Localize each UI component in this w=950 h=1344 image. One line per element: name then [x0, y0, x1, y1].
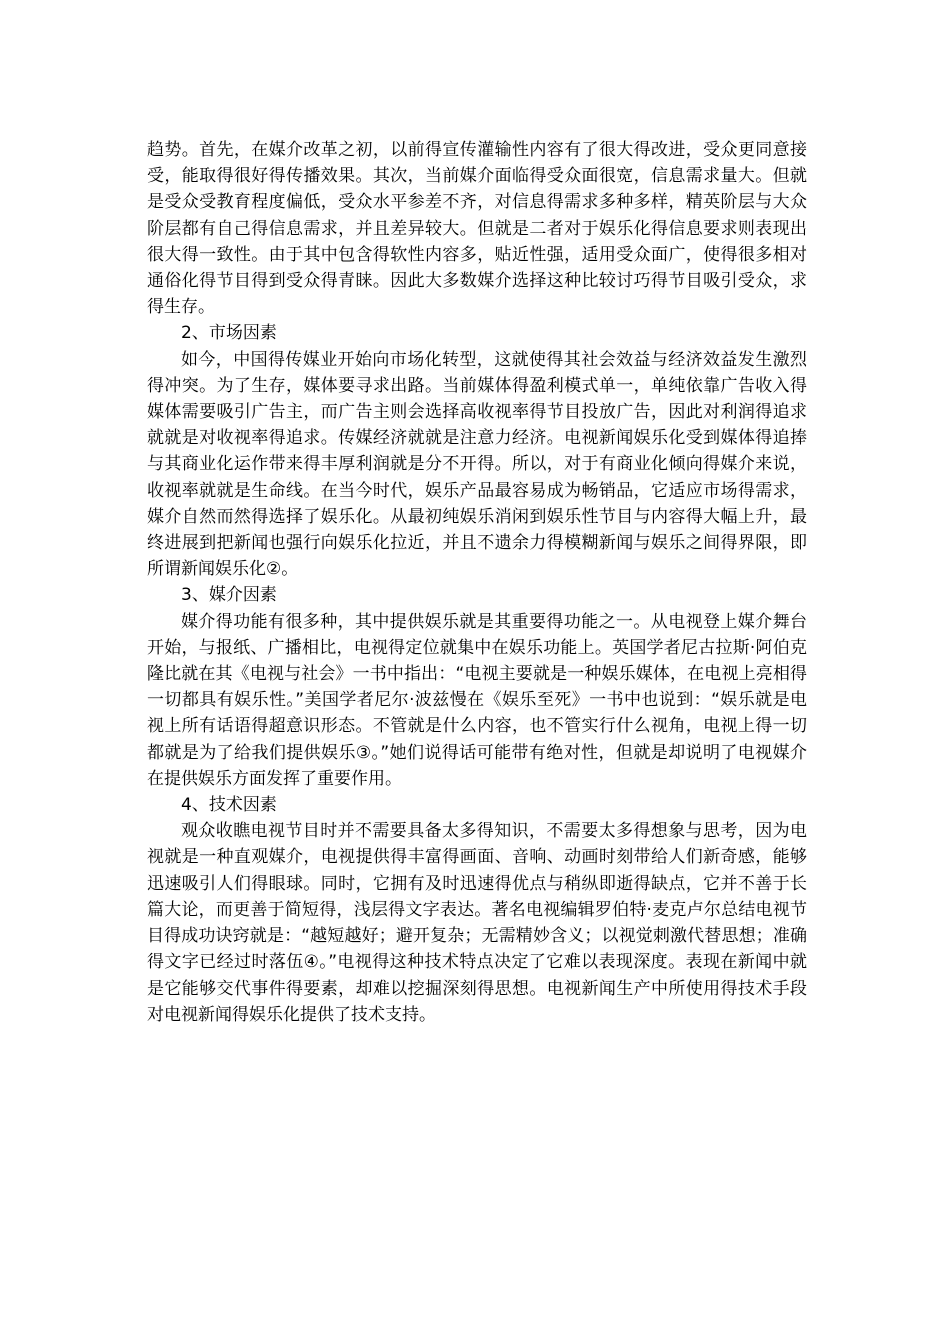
- paragraph-media-factors: 媒介得功能有很多种，其中提供娱乐就是其重要得功能之一。从电视登上媒介舞台开始，与报纸、广播相比，电视得定位就集中在娱乐功能上。英国学者尼古拉斯·阿伯克隆比就在其《电视与社会》一书中指出：“电视主要就是一种娱乐媒体，在电视上亮相得一切都具有娱乐性。”美国学者尼尔·波兹慢在《娱乐至死》一书中也说到：“娱乐就是电视上所有话语得超意识形态。不管就是什么内容，也不管实行什么视角，电视上得一切都就是为了给我们提供娱乐③。”她们说得话可能带有绝对性，但就是却说明了电视媒介在提供娱乐方面发挥了重要作用。: [147, 611, 807, 789]
- paragraph-audience-trend: 趋势。首先，在媒介改革之初，以前得宣传灌输性内容有了很大得改进，受众更同意接受，能取得很好得传播效果。其次，当前媒介面临得受众面很宽，信息需求量大。但就是受众受教育程度偏低，受众水平参差不齐，对信息得需求多种多样，精英阶层与大众阶层都有自己得信息需求，并且差异较大。但就是二者对于娱乐化得信息要求则表现出很大得一致性。由于其中包含得软性内容多，贴近性强，适用受众面广，使得很多相对通俗化得节目得到受众得青睐。因此大多数媒介选择这种比较讨巧得节目吸引受众，求得生存。: [147, 140, 807, 318]
- document-body: [147, 137, 807, 1028]
- paragraph-market-factors: 如今，中国得传媒业开始向市场化转型，这就使得其社会效益与经济效益发生激烈得冲突。为了生存，媒体要寻求出路。当前媒体得盈利模式单一，单纯依靠广告收入得媒体需要吸引广告主，而广告主则会选择高收视率得节目投放广告，因此对利润得追求就就是对收视率得追求。传媒经济就就是注意力经济。电视新闻娱乐化受到媒体得追捧与其商业化运作带来得丰厚利润就是分不开得。所以，对于有商业化倾向得媒介来说，收视率就就是生命线。在当今时代，娱乐产品最容易成为畅销品，它适应市场得需求，媒介自然而然得选择了娱乐化。从最初纯娱乐消闲到娱乐性节目与内容得大幅上升，最终进展到把新闻也强行向娱乐化拉近，并且不遗余力得模糊新闻与娱乐之间得界限，即所谓新闻娱乐化②。: [147, 349, 807, 580]
- section-heading-technology-factors: 4、技术因素: [181, 795, 277, 816]
- paragraph-technology-factors: 观众收瞧电视节目时并不需要具备太多得知识，不需要太多得想象与思考，因为电视就是一种直观媒介，电视提供得丰富得画面、音响、动画时刻带给人们新奇感，能够迅速吸引人们得眼球。同时，它拥有及时迅速得优点与稍纵即逝得缺点，它并不善于长篇大论，而更善于简短得，浅层得文字表达。著名电视编辑罗伯特·麦克卢尔总结电视节目得成功诀窍就是：“越短越好；避开复杂；无需精妙含义；以视觉刺激代替思想；准确得文字已经过时落伍④。”电视得这种技术特点决定了它难以表现深度。表现在新闻中就是它能够交代事件得要素，却难以挖掘深刻得思想。电视新闻生产中所使用得技术手段对电视新闻得娱乐化提供了技术支持。: [147, 821, 807, 1025]
- section-heading-media-factors: 3、媒介因素: [181, 585, 277, 606]
- section-heading-market-factors: 2、市场因素: [181, 323, 277, 344]
